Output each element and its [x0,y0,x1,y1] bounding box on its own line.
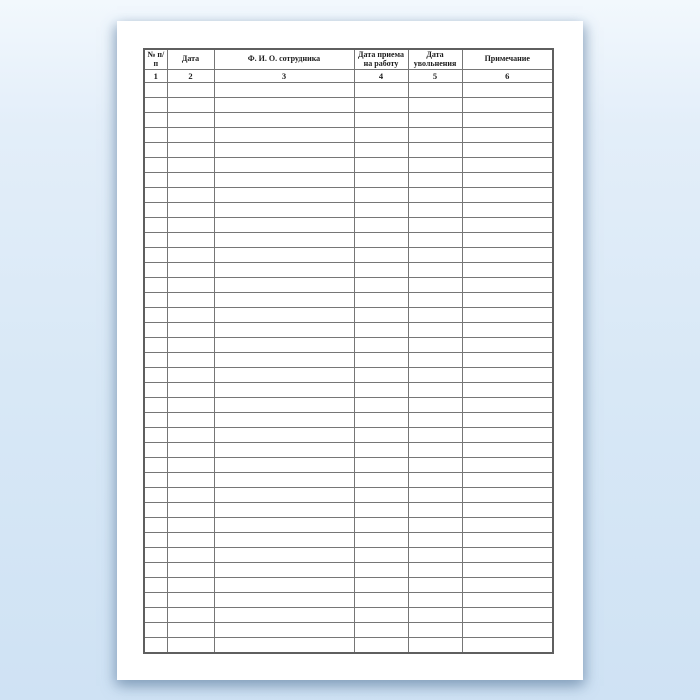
empty-cell-num [144,473,167,488]
empty-cell-note [462,233,553,248]
table-row [144,338,553,353]
column-header-fire: Дата увольнения [408,49,462,70]
empty-cell-fio [214,413,354,428]
empty-cell-note [462,323,553,338]
table-row [144,533,553,548]
empty-cell-hire [354,458,408,473]
empty-cell-hire [354,608,408,623]
empty-cell-num [144,563,167,578]
empty-cell-fio [214,188,354,203]
empty-cell-note [462,398,553,413]
empty-cell-fio [214,248,354,263]
empty-cell-note [462,413,553,428]
table-row [144,248,553,263]
table-row [144,503,553,518]
empty-cell-num [144,368,167,383]
empty-cell-fire [408,233,462,248]
empty-cell-note [462,383,553,398]
empty-cell-fire [408,458,462,473]
empty-cell-fio [214,278,354,293]
empty-cell-fio [214,383,354,398]
table-row [144,623,553,638]
empty-cell-hire [354,128,408,143]
empty-cell-fire [408,113,462,128]
empty-cell-num [144,638,167,654]
table-row [144,413,553,428]
empty-cell-hire [354,563,408,578]
empty-cell-fire [408,503,462,518]
column-number-date: 2 [167,70,214,83]
table-row [144,368,553,383]
table-row [144,173,553,188]
empty-cell-hire [354,113,408,128]
empty-cell-fire [408,188,462,203]
empty-cell-fio [214,443,354,458]
table-row [144,353,553,368]
empty-cell-fire [408,563,462,578]
table-row [144,458,553,473]
empty-cell-hire [354,248,408,263]
empty-cell-note [462,263,553,278]
empty-cell-num [144,143,167,158]
empty-cell-note [462,113,553,128]
table-row [144,608,553,623]
empty-cell-fire [408,248,462,263]
table-row [144,488,553,503]
empty-cell-fio [214,293,354,308]
empty-cell-fio [214,113,354,128]
empty-cell-note [462,503,553,518]
empty-cell-fio [214,323,354,338]
table-row [144,83,553,98]
empty-cell-date [167,338,214,353]
empty-cell-date [167,203,214,218]
empty-cell-note [462,548,553,563]
empty-cell-fio [214,578,354,593]
empty-cell-note [462,368,553,383]
empty-cell-note [462,128,553,143]
empty-cell-date [167,278,214,293]
empty-cell-num [144,623,167,638]
table-row [144,638,553,654]
empty-cell-date [167,548,214,563]
empty-cell-fire [408,623,462,638]
table-row [144,578,553,593]
empty-cell-num [144,578,167,593]
empty-cell-num [144,503,167,518]
empty-cell-fio [214,368,354,383]
empty-cell-note [462,278,553,293]
empty-cell-date [167,263,214,278]
table-row [144,233,553,248]
table-row [144,473,553,488]
empty-cell-hire [354,173,408,188]
table-row [144,98,553,113]
empty-cell-num [144,428,167,443]
empty-cell-date [167,368,214,383]
empty-cell-fire [408,323,462,338]
empty-cell-num [144,83,167,98]
empty-cell-date [167,113,214,128]
empty-cell-fio [214,158,354,173]
empty-cell-hire [354,278,408,293]
empty-cell-date [167,128,214,143]
empty-cell-num [144,113,167,128]
empty-cell-note [462,488,553,503]
table-row [144,128,553,143]
empty-cell-date [167,428,214,443]
table-row [144,563,553,578]
empty-cell-date [167,98,214,113]
empty-cell-note [462,533,553,548]
empty-cell-note [462,518,553,533]
empty-cell-fire [408,353,462,368]
empty-cell-num [144,398,167,413]
empty-cell-note [462,593,553,608]
empty-cell-note [462,458,553,473]
empty-cell-fio [214,473,354,488]
empty-cell-fio [214,428,354,443]
column-number-num: 1 [144,70,167,83]
empty-cell-date [167,188,214,203]
empty-cell-hire [354,308,408,323]
empty-cell-date [167,443,214,458]
empty-cell-hire [354,293,408,308]
column-number-hire: 4 [354,70,408,83]
empty-cell-num [144,413,167,428]
empty-cell-num [144,203,167,218]
empty-cell-hire [354,143,408,158]
empty-cell-fire [408,143,462,158]
empty-cell-fio [214,353,354,368]
empty-cell-date [167,293,214,308]
header-row [144,49,553,70]
empty-cell-fio [214,458,354,473]
empty-cell-fire [408,278,462,293]
table-row [144,263,553,278]
empty-cell-hire [354,548,408,563]
empty-cell-date [167,248,214,263]
empty-cell-fio [214,203,354,218]
empty-cell-hire [354,443,408,458]
column-number-row [144,70,553,83]
empty-cell-num [144,188,167,203]
empty-cell-hire [354,368,408,383]
empty-cell-hire [354,98,408,113]
empty-cell-fire [408,518,462,533]
empty-cell-num [144,173,167,188]
table-row [144,428,553,443]
empty-cell-hire [354,593,408,608]
empty-cell-num [144,548,167,563]
empty-cell-fire [408,533,462,548]
table-row [144,143,553,158]
empty-cell-fire [408,593,462,608]
empty-cell-note [462,578,553,593]
empty-cell-fio [214,338,354,353]
table-row [144,308,553,323]
table-row [144,593,553,608]
empty-cell-note [462,218,553,233]
empty-cell-date [167,503,214,518]
empty-cell-note [462,443,553,458]
empty-cell-fire [408,218,462,233]
empty-cell-fio [214,233,354,248]
empty-cell-fio [214,623,354,638]
column-number-fio: 3 [214,70,354,83]
empty-cell-fio [214,503,354,518]
empty-cell-num [144,533,167,548]
table-row [144,113,553,128]
journal-page [117,21,583,680]
empty-cell-fire [408,203,462,218]
empty-cell-note [462,143,553,158]
column-header-hire: Дата приема на работу [354,49,408,70]
column-header-date: Дата [167,49,214,70]
empty-cell-fio [214,488,354,503]
empty-cell-fire [408,443,462,458]
employee-journal-table [143,48,554,654]
empty-cell-fio [214,263,354,278]
empty-cell-hire [354,233,408,248]
empty-cell-fio [214,128,354,143]
empty-cell-fio [214,173,354,188]
empty-cell-date [167,383,214,398]
empty-cell-hire [354,518,408,533]
column-header-fio: Ф. И. О. сотрудника [214,49,354,70]
empty-cell-hire [354,533,408,548]
empty-cell-fire [408,383,462,398]
empty-cell-num [144,338,167,353]
empty-cell-date [167,158,214,173]
empty-cell-fire [408,128,462,143]
empty-cell-note [462,638,553,654]
empty-cell-num [144,383,167,398]
empty-cell-fire [408,368,462,383]
empty-cell-hire [354,263,408,278]
empty-cell-hire [354,623,408,638]
empty-cell-date [167,593,214,608]
empty-cell-hire [354,203,408,218]
empty-cell-note [462,203,553,218]
empty-cell-note [462,353,553,368]
empty-cell-hire [354,188,408,203]
empty-cell-fio [214,398,354,413]
empty-cell-hire [354,578,408,593]
empty-cell-date [167,323,214,338]
empty-cell-date [167,83,214,98]
empty-cell-date [167,578,214,593]
empty-cell-note [462,98,553,113]
empty-cell-date [167,473,214,488]
empty-cell-note [462,338,553,353]
empty-cell-fio [214,143,354,158]
empty-cell-date [167,563,214,578]
empty-cell-num [144,278,167,293]
empty-cell-hire [354,83,408,98]
empty-cell-fire [408,413,462,428]
empty-cell-date [167,533,214,548]
empty-cell-fire [408,398,462,413]
empty-cell-note [462,83,553,98]
empty-cell-fire [408,98,462,113]
empty-cell-fio [214,308,354,323]
empty-cell-fire [408,158,462,173]
empty-cell-num [144,158,167,173]
empty-cell-note [462,563,553,578]
table-row [144,203,553,218]
empty-cell-fire [408,428,462,443]
empty-cell-date [167,308,214,323]
empty-cell-fio [214,593,354,608]
empty-cell-note [462,158,553,173]
empty-cell-fire [408,83,462,98]
empty-cell-note [462,308,553,323]
empty-cell-hire [354,473,408,488]
empty-cell-fire [408,173,462,188]
empty-cell-date [167,413,214,428]
empty-cell-note [462,188,553,203]
empty-cell-hire [354,503,408,518]
empty-cell-hire [354,398,408,413]
empty-cell-note [462,473,553,488]
empty-cell-date [167,398,214,413]
table-row [144,293,553,308]
empty-cell-date [167,458,214,473]
empty-cell-hire [354,338,408,353]
empty-cell-date [167,608,214,623]
empty-cell-num [144,308,167,323]
empty-cell-fio [214,608,354,623]
empty-cell-fire [408,548,462,563]
empty-cell-num [144,98,167,113]
empty-cell-date [167,488,214,503]
empty-cell-note [462,173,553,188]
empty-cell-date [167,233,214,248]
table-row [144,548,553,563]
empty-cell-hire [354,428,408,443]
empty-cell-date [167,518,214,533]
empty-cell-fio [214,638,354,654]
empty-cell-fio [214,518,354,533]
empty-cell-note [462,428,553,443]
empty-cell-fire [408,293,462,308]
table-row [144,158,553,173]
column-number-fire: 5 [408,70,462,83]
table-row [144,323,553,338]
table-row [144,398,553,413]
table-row [144,218,553,233]
empty-cell-num [144,128,167,143]
empty-cell-fio [214,98,354,113]
empty-cell-fio [214,563,354,578]
empty-cell-num [144,233,167,248]
empty-cell-note [462,248,553,263]
empty-cell-hire [354,638,408,654]
column-header-note: Примечание [462,49,553,70]
column-number-note: 6 [462,70,553,83]
empty-cell-hire [354,488,408,503]
empty-cell-fire [408,578,462,593]
empty-cell-date [167,218,214,233]
empty-cell-num [144,353,167,368]
table-row [144,383,553,398]
empty-cell-hire [354,323,408,338]
empty-cell-fire [408,263,462,278]
empty-cell-hire [354,353,408,368]
empty-cell-num [144,323,167,338]
table-row [144,278,553,293]
empty-cell-fio [214,218,354,233]
empty-cell-date [167,623,214,638]
empty-cell-fire [408,638,462,654]
empty-cell-num [144,458,167,473]
empty-cell-num [144,443,167,458]
empty-cell-fio [214,533,354,548]
empty-cell-num [144,593,167,608]
empty-cell-fire [408,473,462,488]
empty-cell-num [144,608,167,623]
empty-cell-num [144,518,167,533]
empty-cell-hire [354,158,408,173]
table-row [144,518,553,533]
empty-cell-num [144,293,167,308]
empty-cell-num [144,263,167,278]
empty-cell-fire [408,488,462,503]
empty-cell-num [144,218,167,233]
empty-cell-hire [354,218,408,233]
table-row [144,188,553,203]
empty-cell-date [167,173,214,188]
column-header-num: № п/п [144,49,167,70]
empty-cell-note [462,293,553,308]
empty-cell-num [144,248,167,263]
empty-cell-note [462,623,553,638]
empty-cell-fio [214,83,354,98]
empty-cell-fio [214,548,354,563]
empty-cell-fire [408,308,462,323]
empty-cell-note [462,608,553,623]
empty-cell-date [167,638,214,654]
empty-cell-fire [408,608,462,623]
empty-cell-fire [408,338,462,353]
empty-cell-hire [354,413,408,428]
empty-cell-date [167,143,214,158]
table-body [144,83,553,654]
empty-cell-date [167,353,214,368]
empty-cell-num [144,488,167,503]
empty-cell-hire [354,383,408,398]
table-row [144,443,553,458]
